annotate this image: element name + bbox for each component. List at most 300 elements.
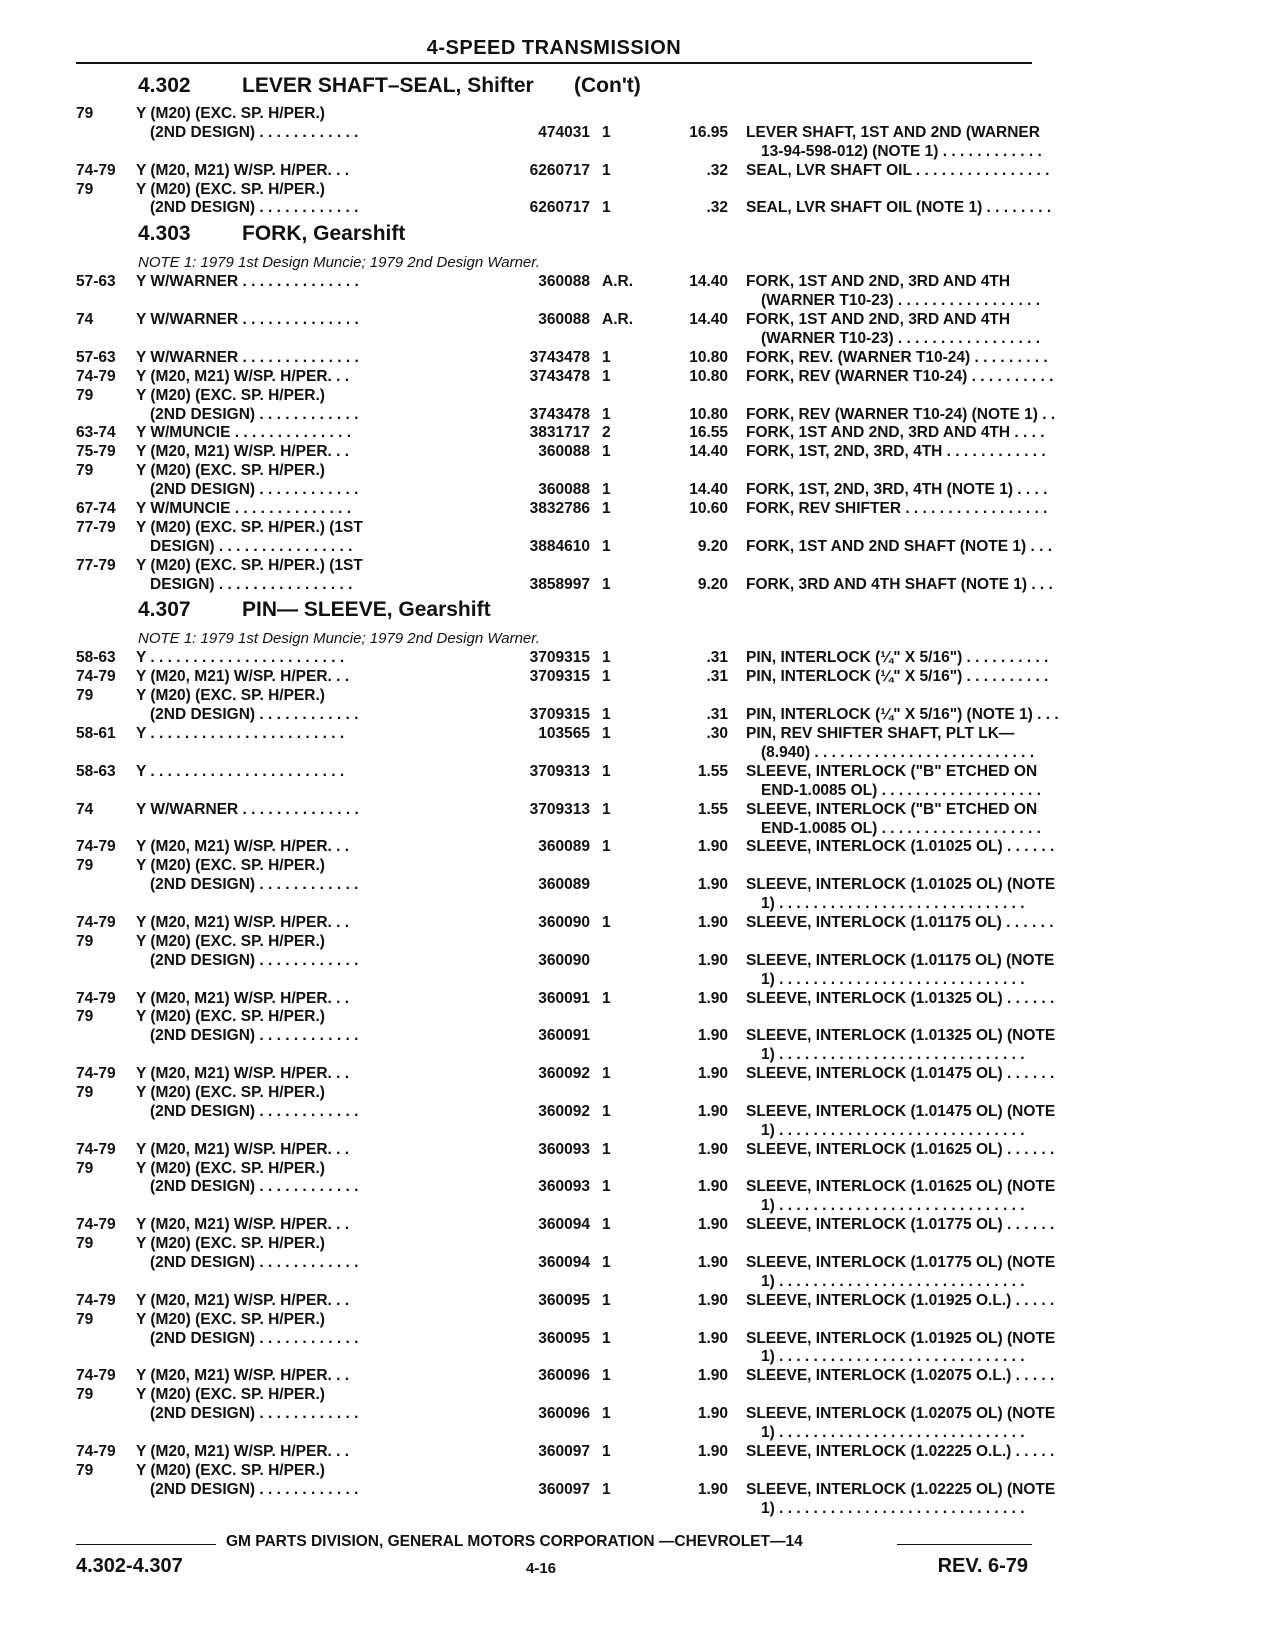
- parts-row: [76, 462, 1036, 481]
- page-number: 4-16: [526, 1560, 557, 1577]
- parts-row: [76, 1046, 1036, 1065]
- parts-row: [76, 424, 1045, 443]
- model-years: 74-79: [76, 1442, 116, 1460]
- parts-row: [76, 1065, 1055, 1084]
- application-desc: Y (M20) (EXC. SP. H/PER.): [136, 386, 325, 404]
- model-years: 74-79: [76, 1216, 116, 1234]
- parts-row: [76, 1216, 1055, 1235]
- application-desc: Y (M20) (EXC. SP. H/PER.): [136, 1235, 325, 1253]
- part-description: SEAL, LVR SHAFT OIL (NOTE 1) . . . . . . . .: [746, 199, 1052, 217]
- application-desc: (2ND DESIGN) . . . . . . . . . . . .: [150, 706, 359, 724]
- quantity: 1: [602, 443, 611, 461]
- parts-row: [76, 1348, 1036, 1367]
- model-years: 57-63: [76, 348, 116, 366]
- parts-row: [76, 481, 1048, 500]
- model-years: 75-79: [76, 443, 116, 461]
- model-years: 79: [76, 180, 94, 198]
- parts-row: [76, 273, 1036, 292]
- application-desc: DESIGN) . . . . . . . . . . . . . . . .: [150, 537, 353, 555]
- quantity: 1: [602, 1216, 611, 1234]
- application-desc: Y (M20, M21) W/SP. H/PER. . .: [136, 989, 350, 1007]
- part-number: 360092: [538, 1102, 590, 1120]
- application-desc: Y (M20) (EXC. SP. H/PER.): [136, 857, 325, 875]
- quantity: 1: [602, 537, 611, 555]
- quantity: 1: [602, 668, 611, 686]
- model-years: 79: [76, 386, 94, 404]
- quantity: 1: [602, 348, 611, 366]
- quantity: 1: [602, 1065, 611, 1083]
- parts-row: [76, 1253, 1056, 1273]
- parts-row: [76, 1462, 1036, 1481]
- model-years: 79: [76, 1235, 94, 1253]
- parts-row: [76, 1008, 1036, 1027]
- part-number: 360094: [538, 1253, 590, 1271]
- price: 1.90: [697, 1065, 728, 1083]
- part-description: (WARNER T10-23) . . . . . . . . . . . . . . . . .: [761, 330, 1041, 348]
- parts-row: [76, 1442, 1055, 1462]
- application-desc: Y (M20, M21) W/SP. H/PER. . .: [136, 913, 350, 931]
- quantity: 2: [602, 424, 611, 442]
- quantity: 1: [602, 989, 611, 1007]
- application-desc: Y (M20, M21) W/SP. H/PER. . .: [136, 443, 350, 461]
- parts-row: [76, 1160, 1036, 1179]
- part-number: 3709315: [529, 706, 590, 724]
- part-number: 103565: [538, 725, 590, 743]
- application-desc: (2ND DESIGN) . . . . . . . . . . . .: [150, 1102, 359, 1120]
- parts-row: [76, 443, 1046, 462]
- parts-row: [76, 1102, 1056, 1122]
- application-desc: Y (M20) (EXC. SP. H/PER.): [136, 105, 325, 122]
- model-years: 79: [76, 1008, 94, 1026]
- parts-row: [76, 1367, 1055, 1386]
- part-description: 1) . . . . . . . . . . . . . . . . . . . . . . . . . . . . .: [761, 970, 1025, 988]
- parts-row: [76, 1386, 1036, 1405]
- price: 1.90: [697, 913, 728, 931]
- section-note: NOTE 1: 1979 1st Design Muncie; 1979 2nd Design Warner.: [138, 254, 540, 272]
- part-number: 360091: [538, 1027, 590, 1045]
- part-number: 360088: [538, 273, 590, 291]
- parts-row: [76, 668, 1049, 687]
- part-number: 360095: [538, 1291, 590, 1309]
- part-description: SLEEVE, INTERLOCK (1.01325 OL) (NOTE: [746, 1027, 1056, 1045]
- section-number: 4.303: [138, 222, 191, 246]
- price: 1.90: [697, 1253, 728, 1271]
- part-description: 1) . . . . . . . . . . . . . . . . . . . . . . . . . . . . .: [761, 1121, 1025, 1139]
- quantity: 1: [602, 481, 611, 499]
- quantity: 1: [602, 1329, 611, 1347]
- application-desc: Y (M20, M21) W/SP. H/PER. . .: [136, 1065, 350, 1083]
- part-number: 360088: [538, 443, 590, 461]
- price: 1.90: [697, 1178, 728, 1196]
- parts-row: [76, 1500, 1036, 1519]
- parts-row: [76, 105, 1036, 124]
- price: 14.40: [689, 443, 728, 461]
- part-description: SLEEVE, INTERLOCK ("B" ETCHED ON: [746, 800, 1038, 818]
- model-years: 58-63: [76, 649, 116, 667]
- application-desc: Y (M20) (EXC. SP. H/PER.): [136, 462, 325, 480]
- price: 1.90: [697, 1405, 728, 1423]
- part-description: FORK, REV (WARNER T10-24) (NOTE 1) . .: [746, 405, 1056, 423]
- application-desc: Y (M20, M21) W/SP. H/PER. . .: [136, 367, 350, 385]
- parts-row: [76, 857, 1036, 876]
- part-description: FORK, 3RD AND 4TH SHAFT (NOTE 1) . . .: [746, 575, 1053, 593]
- part-number: 360091: [538, 989, 590, 1007]
- parts-row: [76, 1140, 1055, 1160]
- part-description: SLEEVE, INTERLOCK (1.01775 OL) (NOTE: [746, 1253, 1056, 1271]
- application-desc: Y (M20) (EXC. SP. H/PER.): [136, 1386, 325, 1404]
- model-years: 74-79: [76, 1367, 116, 1385]
- part-description: 1) . . . . . . . . . . . . . . . . . . . . . . . . . . . . .: [761, 895, 1025, 913]
- quantity: 1: [602, 1253, 611, 1271]
- quantity: 1: [602, 1102, 611, 1120]
- section-title: FORK, Gearshift: [242, 222, 406, 246]
- quantity: 1: [602, 838, 611, 856]
- application-desc: Y W/WARNER . . . . . . . . . . . . . .: [136, 311, 359, 329]
- model-years: 74-79: [76, 1291, 116, 1309]
- application-desc: (2ND DESIGN) . . . . . . . . . . . .: [150, 1178, 359, 1196]
- quantity: 1: [602, 1442, 611, 1460]
- application-desc: Y (M20, M21) W/SP. H/PER. . .: [136, 1291, 350, 1309]
- footer-publisher: GM PARTS DIVISION, GENERAL MOTORS CORPORATION —CHEVROLET—14: [226, 1533, 803, 1550]
- part-number: 360093: [538, 1140, 590, 1158]
- part-number: 360092: [538, 1065, 590, 1083]
- footer-section-range: 4.302-4.307: [76, 1555, 183, 1577]
- parts-row: [76, 913, 1054, 933]
- quantity: 1: [602, 367, 611, 385]
- part-description: SLEEVE, INTERLOCK ("B" ETCHED ON: [746, 762, 1038, 780]
- model-years: 74-79: [76, 161, 116, 179]
- quantity: 1: [602, 1178, 611, 1196]
- model-years: 79: [76, 1159, 94, 1177]
- section-number: 4.302: [138, 74, 191, 97]
- price: 16.95: [689, 123, 728, 141]
- model-years: 79: [76, 462, 94, 480]
- price: 1.90: [697, 989, 728, 1007]
- quantity: 1: [602, 649, 611, 667]
- application-desc: DESIGN) . . . . . . . . . . . . . . . .: [150, 575, 353, 593]
- part-description: SLEEVE, INTERLOCK (1.01475 OL) . . . . . .: [746, 1065, 1055, 1083]
- parts-row: [76, 1273, 1036, 1292]
- part-number: 360095: [538, 1329, 590, 1347]
- page-header: [76, 36, 1032, 64]
- model-years: 77-79: [76, 556, 116, 574]
- model-years: 57-63: [76, 273, 116, 291]
- parts-row: [76, 387, 1036, 406]
- price: 16.55: [689, 424, 728, 442]
- part-number: 474031: [538, 123, 590, 141]
- part-number: 360090: [538, 951, 590, 969]
- quantity: A.R.: [602, 311, 633, 329]
- application-desc: Y W/MUNCIE . . . . . . . . . . . . . .: [136, 500, 352, 518]
- part-number: 360089: [538, 838, 590, 856]
- model-years: 74-79: [76, 989, 116, 1007]
- section-heading: [76, 218, 1036, 253]
- part-description: FORK, 1ST AND 2ND, 3RD AND 4TH: [746, 273, 1011, 291]
- model-years: 74-79: [76, 1065, 116, 1083]
- application-desc: (2ND DESIGN) . . . . . . . . . . . .: [150, 1405, 359, 1423]
- application-desc: Y (M20) (EXC. SP. H/PER.): [136, 1083, 325, 1101]
- model-years: 74: [76, 311, 94, 329]
- application-desc: (2ND DESIGN) . . . . . . . . . . . .: [150, 876, 359, 894]
- application-desc: Y . . . . . . . . . . . . . . . . . . . . . . .: [136, 725, 345, 743]
- model-years: 79: [76, 105, 94, 122]
- part-description: 1) . . . . . . . . . . . . . . . . . . . . . . . . . . . . .: [761, 1499, 1025, 1517]
- parts-row: [76, 348, 1048, 368]
- parts-row: [76, 951, 1055, 971]
- parts-row: [76, 537, 1052, 557]
- quantity: 1: [602, 1367, 611, 1385]
- model-years: 79: [76, 932, 94, 950]
- application-desc: (2ND DESIGN) . . . . . . . . . . . .: [150, 481, 359, 499]
- part-description: (8.940) . . . . . . . . . . . . . . . . . . . . . . . . . .: [761, 743, 1035, 761]
- part-number: 360090: [538, 913, 590, 931]
- parts-row: [76, 1311, 1036, 1330]
- parts-row: [76, 971, 1036, 990]
- parts-row: [76, 1480, 1056, 1500]
- parts-row: [76, 405, 1056, 425]
- application-desc: (2ND DESIGN) . . . . . . . . . . . .: [150, 1329, 359, 1347]
- price: 10.80: [689, 405, 728, 423]
- part-number: 360093: [538, 1178, 590, 1196]
- quantity: 1: [602, 500, 611, 518]
- price: 1.55: [697, 800, 728, 818]
- part-description: SLEEVE, INTERLOCK (1.01175 OL) . . . . . .: [746, 913, 1054, 931]
- part-number: 360088: [538, 311, 590, 329]
- parts-row: [76, 838, 1055, 857]
- application-desc: Y W/WARNER . . . . . . . . . . . . . .: [136, 348, 359, 366]
- section-title: LEVER SHAFT–SEAL, Shifter: [242, 74, 534, 97]
- parts-row: [76, 1197, 1036, 1216]
- model-years: 79: [76, 1461, 94, 1479]
- part-description: END-1.0085 OL) . . . . . . . . . . . . . . . . . . .: [761, 781, 1041, 799]
- application-desc: Y (M20) (EXC. SP. H/PER.): [136, 1310, 325, 1328]
- parts-row: [76, 1122, 1036, 1141]
- quantity: A.R.: [602, 273, 633, 291]
- part-number: 360097: [538, 1480, 590, 1498]
- parts-row: [76, 933, 1036, 952]
- part-number: 360088: [538, 481, 590, 499]
- parts-row: [76, 1084, 1036, 1103]
- application-desc: Y (M20) (EXC. SP. H/PER.): [136, 1159, 325, 1177]
- part-description: 1) . . . . . . . . . . . . . . . . . . . . . . . . . . . . .: [761, 1424, 1025, 1441]
- model-years: 77-79: [76, 518, 116, 536]
- application-desc: Y W/WARNER . . . . . . . . . . . . . .: [136, 273, 359, 291]
- part-description: SLEEVE, INTERLOCK (1.01925 OL) (NOTE: [746, 1329, 1056, 1347]
- part-number: 360096: [538, 1405, 590, 1423]
- part-description: FORK, REV SHIFTER . . . . . . . . . . . . . . . . .: [746, 500, 1048, 518]
- part-description: PIN, INTERLOCK (¼" X 5/16") . . . . . . . . . .: [746, 649, 1049, 667]
- application-desc: Y (M20, M21) W/SP. H/PER. . .: [136, 1442, 350, 1460]
- price: 1.55: [697, 762, 728, 780]
- part-description: FORK, REV (WARNER T10-24) . . . . . . . . . .: [746, 367, 1054, 385]
- application-desc: (2ND DESIGN) . . . . . . . . . . . .: [150, 123, 359, 141]
- part-description: SLEEVE, INTERLOCK (1.01625 OL) . . . . . .: [746, 1140, 1055, 1158]
- parts-row: [76, 292, 1041, 311]
- part-number: 3709313: [529, 800, 590, 818]
- model-years: 58-61: [76, 725, 116, 743]
- quantity: 1: [602, 706, 611, 724]
- part-number: 3743478: [529, 348, 590, 366]
- model-years: 74-79: [76, 913, 116, 931]
- price: 14.40: [689, 311, 728, 329]
- part-description: SLEEVE, INTERLOCK (1.01925 O.L.) . . . . .: [746, 1291, 1055, 1309]
- parts-row: [76, 706, 1059, 725]
- model-years: 67-74: [76, 500, 116, 518]
- model-years: 74-79: [76, 1140, 116, 1158]
- price: 10.80: [689, 348, 728, 366]
- quantity: 1: [602, 800, 611, 818]
- application-desc: Y W/WARNER . . . . . . . . . . . . . .: [136, 800, 359, 818]
- price: 1.90: [697, 1367, 728, 1385]
- footer-rule-right: [897, 1544, 1032, 1545]
- application-desc: Y (M20, M21) W/SP. H/PER. . .: [136, 1140, 350, 1158]
- footer-rule-left: [76, 1544, 216, 1545]
- parts-row: [76, 895, 1036, 914]
- quantity: 1: [602, 161, 611, 179]
- part-description: SLEEVE, INTERLOCK (1.02075 O.L.) . . . . .: [746, 1367, 1055, 1385]
- application-desc: (2ND DESIGN) . . . . . . . . . . . .: [150, 405, 359, 423]
- application-desc: Y (M20) (EXC. SP. H/PER.): [136, 932, 325, 950]
- quantity: 1: [602, 762, 611, 780]
- part-description: 1) . . . . . . . . . . . . . . . . . . . . . . . . . . . . .: [761, 1046, 1025, 1064]
- part-description: FORK, 1ST AND 2ND SHAFT (NOTE 1) . . .: [746, 537, 1052, 555]
- parts-row: [76, 123, 1040, 143]
- application-desc: Y (M20, M21) W/SP. H/PER. . .: [136, 668, 350, 686]
- part-description: FORK, 1ST AND 2ND, 3RD AND 4TH: [746, 311, 1011, 329]
- price: 1.90: [697, 1442, 728, 1460]
- part-number: 3858997: [529, 575, 590, 593]
- part-number: 3709315: [529, 668, 590, 686]
- parts-catalog-content: [76, 70, 1059, 1518]
- part-number: 360094: [538, 1216, 590, 1234]
- parts-row: [76, 649, 1049, 668]
- parts-row: [76, 161, 1050, 181]
- footer-bottom: [76, 1555, 1032, 1579]
- price: 1.90: [697, 1329, 728, 1347]
- part-number: 3884610: [529, 537, 590, 555]
- revision-date: REV. 6-79: [937, 1555, 1028, 1577]
- price: 1.90: [697, 951, 728, 969]
- part-description: SLEEVE, INTERLOCK (1.02225 OL) (NOTE: [746, 1480, 1056, 1498]
- quantity: 1: [602, 405, 611, 423]
- model-years: 79: [76, 1386, 94, 1404]
- quantity: 1: [602, 1405, 611, 1423]
- application-desc: Y (M20) (EXC. SP. H/PER.): [136, 180, 325, 198]
- parts-row: [76, 876, 1056, 895]
- page-footer: [76, 1533, 1032, 1553]
- model-years: 74-79: [76, 367, 116, 385]
- model-years: 79: [76, 687, 94, 705]
- page-title: 4-SPEED TRANSMISSION: [426, 37, 682, 59]
- application-desc: Y (M20) (EXC. SP. H/PER.): [136, 1008, 325, 1026]
- part-number: 3831717: [529, 424, 590, 442]
- section-heading: [76, 594, 1036, 629]
- part-number: 3832786: [529, 500, 590, 518]
- application-desc: (2ND DESIGN) . . . . . . . . . . . .: [150, 1253, 359, 1271]
- quantity: 1: [602, 913, 611, 931]
- parts-row: [76, 781, 1041, 801]
- application-desc: Y . . . . . . . . . . . . . . . . . . . . . . .: [136, 649, 345, 667]
- part-description: SLEEVE, INTERLOCK (1.01175 OL) (NOTE: [746, 951, 1055, 969]
- price: 1.90: [697, 1102, 728, 1120]
- parts-row: [76, 519, 1036, 538]
- parts-row: [76, 1235, 1036, 1254]
- section-number: 4.307: [138, 598, 191, 622]
- price: 9.20: [697, 537, 728, 555]
- parts-row: [76, 142, 1042, 162]
- application-desc: (2ND DESIGN) . . . . . . . . . . . .: [150, 1027, 359, 1045]
- quantity: 1: [602, 1291, 611, 1309]
- price: .31: [706, 649, 728, 667]
- quantity: 1: [602, 123, 611, 141]
- price: 1.90: [697, 876, 728, 894]
- parts-row: [76, 989, 1055, 1009]
- parts-row: [76, 1291, 1055, 1311]
- model-years: 74-79: [76, 668, 116, 686]
- part-description: FORK, 1ST, 2ND, 3RD, 4TH (NOTE 1) . . . .: [746, 481, 1048, 499]
- part-number: 6260717: [529, 161, 590, 179]
- price: 14.40: [689, 481, 728, 499]
- part-number: 360096: [538, 1367, 590, 1385]
- model-years: 63-74: [76, 424, 116, 442]
- part-description: SLEEVE, INTERLOCK (1.01325 OL) . . . . . .: [746, 989, 1055, 1007]
- application-desc: (2ND DESIGN) . . . . . . . . . . . .: [150, 199, 359, 217]
- quantity: 1: [602, 575, 611, 593]
- part-number: 360089: [538, 876, 590, 894]
- quantity: 1: [602, 199, 611, 217]
- price: .32: [706, 199, 728, 217]
- part-description: SLEEVE, INTERLOCK (1.01625 OL) (NOTE: [746, 1178, 1056, 1196]
- application-desc: (2ND DESIGN) . . . . . . . . . . . .: [150, 1480, 359, 1498]
- application-desc: Y (M20) (EXC. SP. H/PER.): [136, 1461, 325, 1479]
- quantity: 1: [602, 1480, 611, 1498]
- quantity: 1: [602, 1140, 611, 1158]
- model-years: 79: [76, 1310, 94, 1328]
- part-description: PIN, INTERLOCK (¼" X 5/16") (NOTE 1) . . .: [746, 706, 1059, 724]
- part-description: LEVER SHAFT, 1ST AND 2ND (WARNER: [746, 123, 1040, 141]
- parts-row: [76, 1405, 1056, 1424]
- part-number: 360097: [538, 1442, 590, 1460]
- parts-row: [76, 763, 1036, 782]
- quantity: 1: [602, 725, 611, 743]
- part-description: SLEEVE, INTERLOCK (1.02225 O.L.) . . . . .: [746, 1442, 1055, 1460]
- part-description: SLEEVE, INTERLOCK (1.01025 OL) (NOTE: [746, 876, 1056, 894]
- model-years: 58-63: [76, 762, 116, 780]
- model-years: 74: [76, 800, 94, 818]
- part-description: (WARNER T10-23) . . . . . . . . . . . . . . . . .: [761, 292, 1041, 310]
- parts-row: [76, 330, 1041, 349]
- part-number: 3743478: [529, 367, 590, 385]
- part-description: 1) . . . . . . . . . . . . . . . . . . . . . . . . . . . . .: [761, 1197, 1025, 1215]
- part-number: 3709315: [529, 649, 590, 667]
- part-description: 1) . . . . . . . . . . . . . . . . . . . . . . . . . . . . .: [761, 1348, 1025, 1366]
- model-years: 74-79: [76, 838, 116, 856]
- application-desc: Y . . . . . . . . . . . . . . . . . . . . . . .: [136, 762, 345, 780]
- part-number: 3709313: [529, 762, 590, 780]
- parts-row: [76, 801, 1036, 820]
- part-description: FORK, 1ST AND 2ND, 3RD AND 4TH . . . .: [746, 424, 1045, 442]
- part-description: SEAL, LVR SHAFT OIL . . . . . . . . . . . . . . . .: [746, 161, 1050, 179]
- application-desc: Y (M20, M21) W/SP. H/PER. . .: [136, 1216, 350, 1234]
- part-description: PIN, REV SHIFTER SHAFT, PLT LK—: [746, 725, 1015, 743]
- section-continued: (Con't): [574, 74, 641, 97]
- application-desc: Y (M20, M21) W/SP. H/PER. . .: [136, 1367, 350, 1385]
- application-desc: Y (M20) (EXC. SP. H/PER.) (1ST: [136, 556, 363, 574]
- parts-row: [76, 311, 1036, 330]
- parts-row: [76, 1027, 1056, 1046]
- price: 9.20: [697, 575, 728, 593]
- parts-row: [76, 1424, 1036, 1443]
